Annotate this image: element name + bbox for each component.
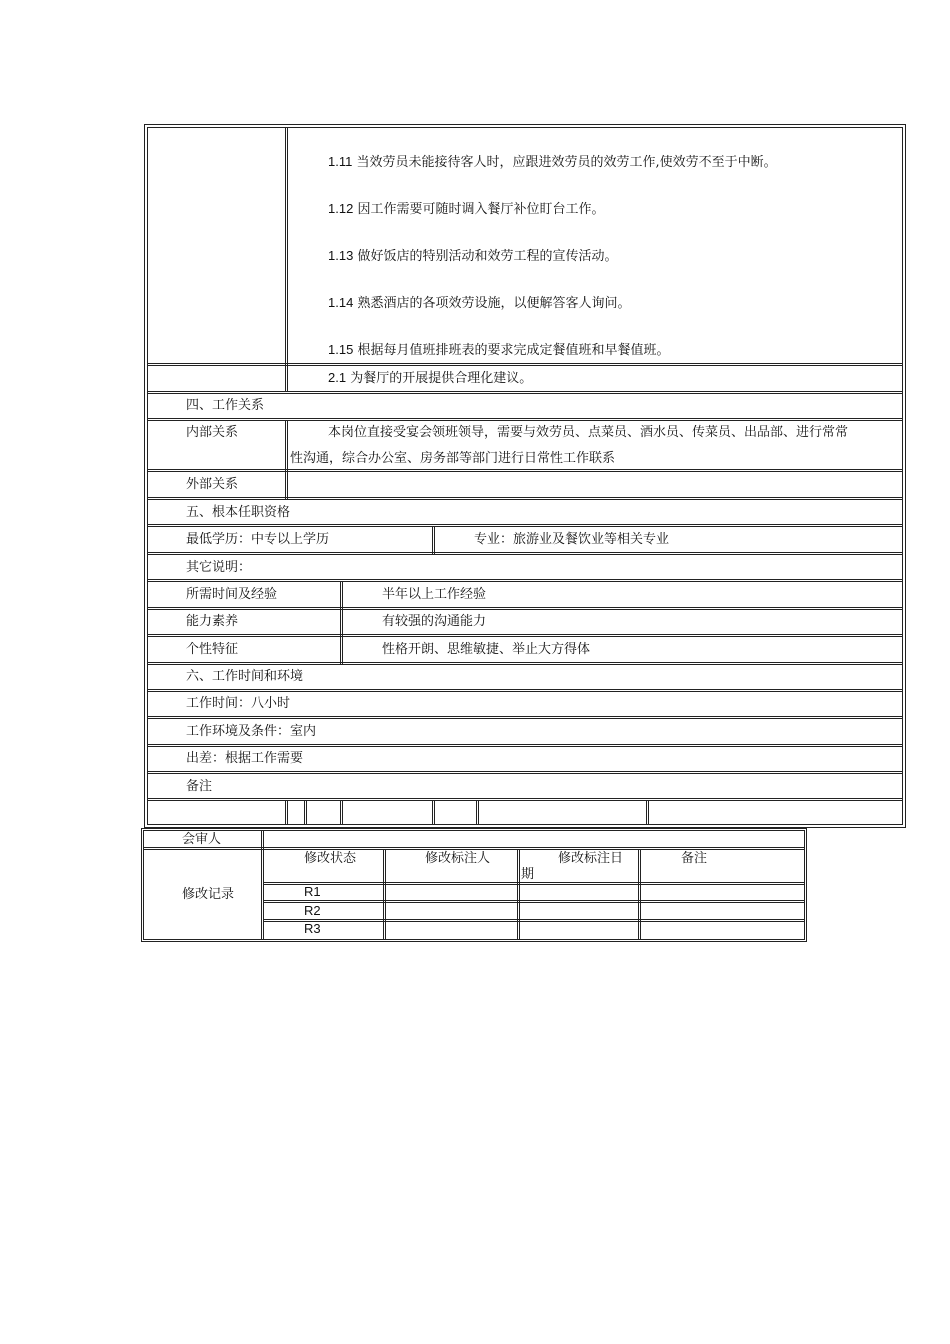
- duty-item: [328, 154, 777, 171]
- section-heading-qualifications: 五、根本任职资格: [186, 505, 291, 520]
- other-notes-label: 其它说明：: [186, 560, 252, 575]
- revision-header-date: 修改标注日: [558, 851, 624, 866]
- duty-item: [328, 342, 669, 359]
- qualification-label: 所需时间及经验: [186, 587, 278, 602]
- duty-number: 1.14: [328, 295, 354, 310]
- duty-number: 1.15: [328, 342, 354, 357]
- qualification-label: 能力素养: [186, 614, 239, 629]
- reviewer-label: 会审人: [182, 832, 222, 847]
- duty-text: 当效劳员未能接待客人时，应跟进效劳员的效劳工作,使效劳不至于中断。: [356, 155, 777, 170]
- section-heading-relations: 四、工作关系: [186, 398, 265, 413]
- duty-text: 根据每月值班排班表的要求完成定餐值班和早餐值班。: [357, 343, 670, 358]
- revision-row-status: R3: [304, 921, 321, 936]
- work-hours: 工作时间：八小时: [186, 696, 291, 711]
- internal-relations-line2: 性沟通，综合办公室、房务部等部门进行日常性工作联系: [290, 451, 616, 466]
- major-requirement: 专业：旅游业及餐饮业等相关专业: [474, 532, 670, 547]
- duty-item: [328, 201, 604, 218]
- internal-relations-line1: 本岗位直接受宴会领班领导，需要与效劳员、点菜员、酒水员、传菜员、出品部、进行常常: [328, 425, 849, 440]
- suggestion-text: 为餐厅的开展提供合理化建议。: [350, 371, 533, 386]
- duty-text: 因工作需要可随时调入餐厅补位盯台工作。: [357, 202, 605, 217]
- revision-header-date-wrap: 期: [521, 867, 535, 882]
- duty-item: [328, 248, 617, 265]
- qualification-label: 个性特征: [186, 642, 239, 657]
- duty-text: 做好饭店的特别活动和效劳工程的宣传活动。: [357, 249, 618, 264]
- duty-number: 1.11: [328, 154, 353, 169]
- duty-number: 1.12: [328, 201, 354, 216]
- suggestion-number: 2.1: [328, 370, 347, 385]
- duty-text: 熟悉酒店的各项效劳设施，以便解答客人询问。: [357, 296, 631, 311]
- business-travel: 出差：根据工作需要: [186, 751, 304, 766]
- remarks-label: 备注: [186, 779, 213, 794]
- qualification-value: 半年以上工作经验: [382, 587, 487, 602]
- duty-item: [328, 295, 630, 312]
- work-conditions: 工作环境及条件：室内: [186, 724, 317, 739]
- section-heading-work-env: 六、工作时间和环境: [186, 669, 304, 684]
- suggestion-item: [328, 370, 532, 387]
- revision-row-status: R1: [304, 884, 321, 899]
- external-relations-label: 外部关系: [186, 477, 239, 492]
- qualification-value: 有较强的沟通能力: [382, 614, 487, 629]
- duty-number: 1.13: [328, 248, 354, 263]
- revision-row-status: R2: [304, 903, 321, 918]
- revision-record-label: 修改记录: [182, 887, 235, 902]
- qualification-value: 性格开朗、思维敏捷、举止大方得体: [382, 642, 591, 657]
- table-inner-border: [147, 127, 903, 825]
- revision-header-status: 修改状态: [304, 851, 357, 866]
- education-requirement: 最低学历：中专以上学历: [186, 532, 330, 547]
- internal-relations-label: 内部关系: [186, 425, 239, 440]
- revision-header-editor: 修改标注人: [425, 851, 491, 866]
- revision-header-remarks: 备注: [681, 851, 708, 866]
